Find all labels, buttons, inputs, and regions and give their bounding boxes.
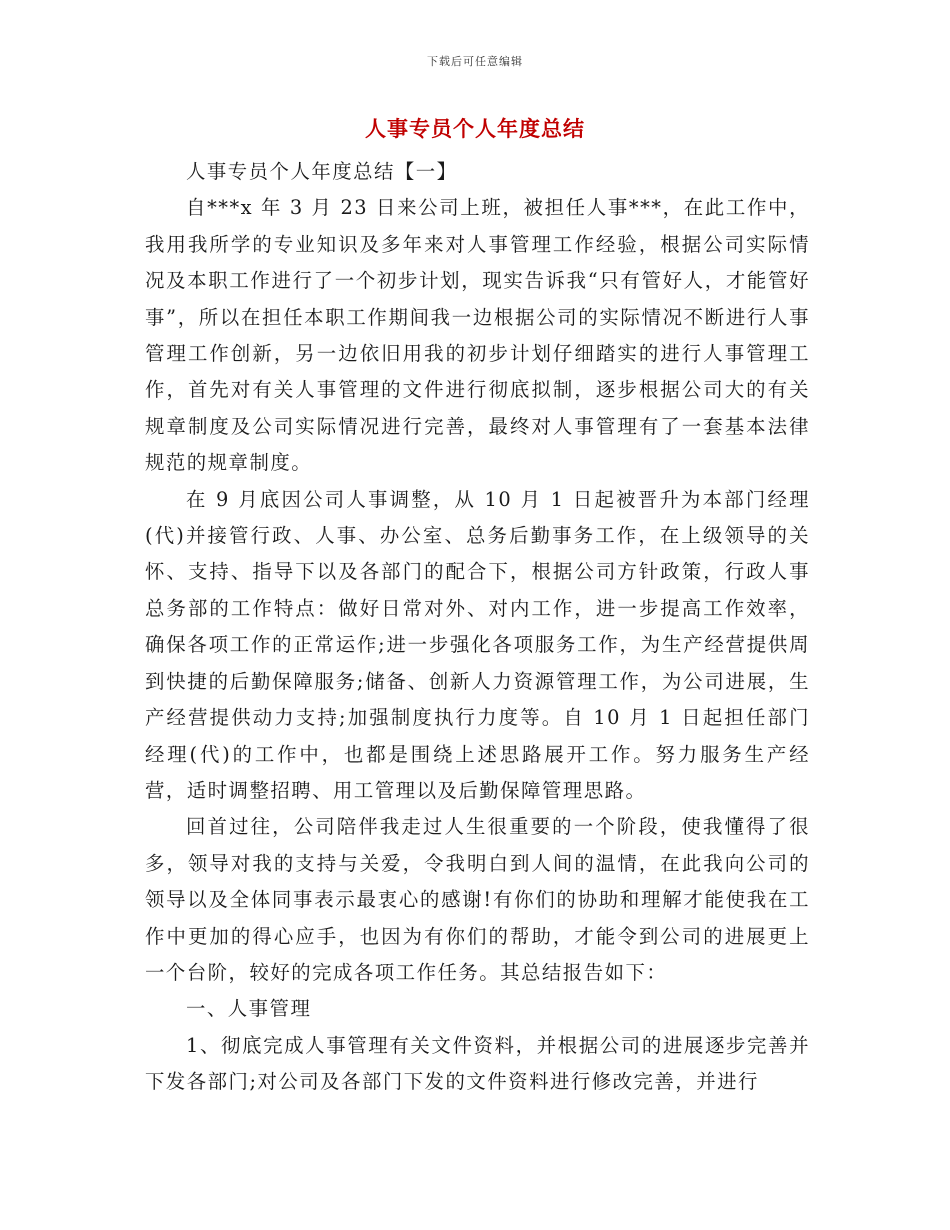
section-heading: 人事专员个人年度总结【一】 xyxy=(186,160,458,183)
paragraph: 回首过往，公司陪伴我走过人生很重要的一个阶段，使我懂得了很多，领导对我的支持与关爱，令我明白到人间的温情，在此我向公司的领导以及全体同事表示最衷心的感谢!有你们的协助和理解才能使我在工作中更加的得心应手，也因为有你们的帮助，才能令到公司的进展更上一个台阶，较好的完成各项工作任务。其总结报告如下： xyxy=(145,815,810,984)
header-note: 下载后可任意编辑 xyxy=(427,55,523,68)
document-body xyxy=(145,154,810,1101)
subsection-heading: 一、人事管理 xyxy=(186,997,312,1021)
paragraph: 自***x 年 3 月 23 日来公司上班，被担任人事***，在此工作中，我用我所学的专业知识及多年来对人事管理工作经验，根据公司实际情况及本职工作进行了一个初步计划，现实告诉我“只有管好人，才能管好事”，所以在担任本职工作期间我一边根据公司的实际情况不断进行人事管理工作创新，另一边依旧用我的初步计划仔细踏实的进行人事管理工作，首先对有关人事管理的文件进行彻底拟制，逐步根据公司大的有关规章制度及公司实际情况进行完善，最终对人事管理有了一套基本法律规范的规章制度。 xyxy=(145,196,810,475)
paragraph: 在 9 月底因公司人事调整，从 10 月 1 日起被晋升为本部门经理(代)并接管行政、人事、办公室、总务后勤事务工作，在上级领导的关怀、支持、指导下以及各部门的配合下，根据公司方针政策，行政人事总务部的工作特点：做好日常对外、对内工作，进一步提高工作效率，确保各项工作的正常运作;进一步强化各项服务工作，为生产经营提供周到快捷的后勤保障服务;储备、创新人力资源管理工作，为公司进展，生产经营提供动力支持;加强制度执行力度等。自 10 月 1 日起担任部门经理(代)的工作中，也都是围绕上述思路展开工作。努力服务生产经营，适时调整招聘、用工管理以及后勤保障管理思路。 xyxy=(145,487,810,802)
document-title: 人事专员个人年度总结 xyxy=(365,116,585,141)
paragraph: 1、彻底完成人事管理有关文件资料，并根据公司的进展逐步完善并下发各部门;对公司及各部门下发的文件资料进行修改完善，并进行 xyxy=(145,1033,810,1094)
